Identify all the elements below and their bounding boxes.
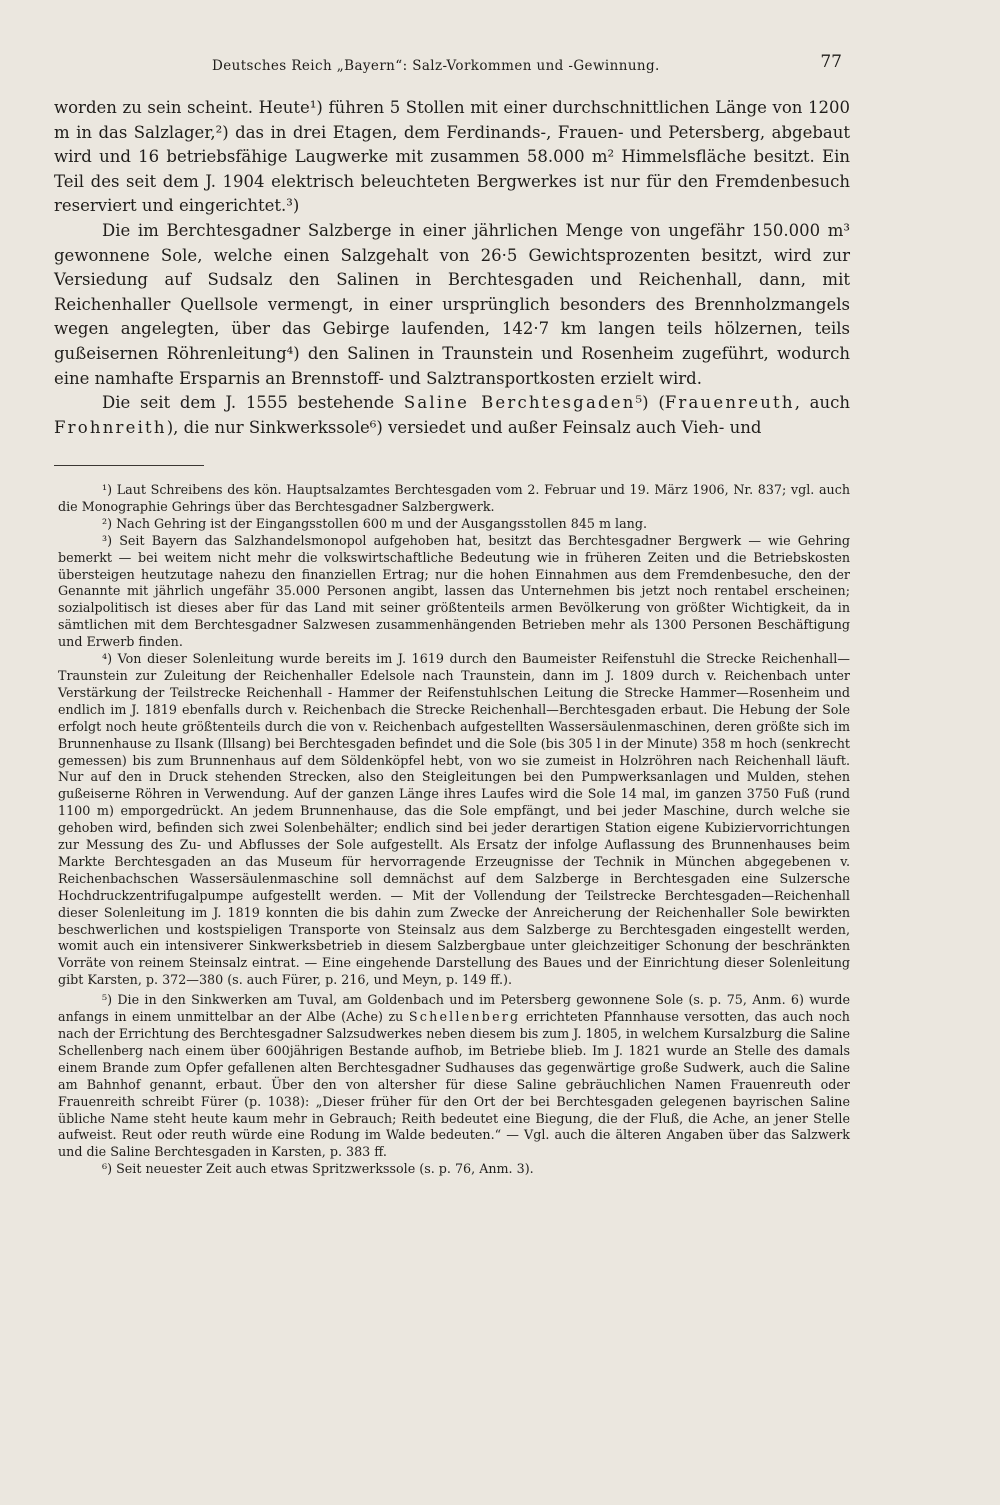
footnote-2: ²) Nach Gehring ist der Eingangsstollen 600 m und der Ausgangsstollen 845 m lang. bbox=[102, 515, 648, 531]
alt-name-frauenreuth: Frauenreuth bbox=[664, 393, 795, 413]
footnote-4: ⁴) Von dieser Solenleitung wurde bereits im J. 1619 durch den Baumeister Reifenstuhl die Strecke Reichenhall—Traunstein zur Zuleitung der Reichenhaller Edelsole nach Traunstein, dann im J. 1809 durch v. Reichenbach unter Verstärkung der Teilstrecke Reichenhall - Hammer der Reifenstuhlschen Leitung die Strecke Hammer—Rosenheim und endlich im J. 1819 ebenfalls durch v. Reichenbach die Strecke Reichenhall—Berchtesgaden erbaut. Die Hebung der Sole erfolgt noch heute größtenteils durch die von v. Reichenbach aufgestellten Wassersäulenmaschinen, deren größte sich im Brunnenhause zu Ilsank (Illsang) bei Berchtesgaden befindet und die Sole (bis 305 l in der Minute) 358 m hoch (senkrecht gemessen) bis zum Brunnenhaus auf dem Söldenköpfel hebt, von wo sie zumeist in Holzröhren nach Reichenhall läuft. Nur auf den in Druck stehenden Strecken, also den Steigleitungen bei den Pumpwerksanlagen und Mulden, stehen gußeiserne Röhren in Verwendung. Auf der ganzen Länge ihres Laufes wird die Sole 14 mal, im ganzen 3750 Fuß (rund 1100 m) emporgedrückt. An jedem Brunnenhause, das die Sole empfängt, und bei jeder Maschine, durch welche sie gehoben wird, befinden sich zwei Solenbehälter; endlich sind bei jeder derartigen Station eigene Kubiziervorrichtungen zur Messung des Zu- und Abflusses der Sole aufgestellt. Als Ersatz der infolge Auflassung des Brunnenhauses beim Markte Berchtesgaden an das Museum für hervorragende Erzeugnisse der Technik in München abgegebenen v. Reichenbachschen Wassersäulenmaschine soll demnächst auf dem Salzberge in Berchtesgaden eine Sulzersche Hochdruckzentrifugalpumpe aufgestellt werden. — Mit der Vollendung der Teilstrecke Berchtesgaden—Reichenhall dieser Solenleitung im J. 1819 konnten die bis dahin zum Zwecke der Anreicherung der Reichenhaller Sole bewirkten beschwerlichen und kostspieligen Transporte von Steinsalz aus dem Salzberge zu Berchtesgaden eingestellt werden, womit auch ein intensiverer Sinkwerksbetrieb in diesem Salzbergbaue unter gleichzeitiger Schonung der beschränkten Vorräte von reinem Steinsalz eintrat. — Eine eingehende Darstellung des Baues und der Einrichtung dieser Solenleitung gibt Karsten, p. 372—380 (s. auch Fürer, p. 216, und Meyn, p. 149 ff.). bbox=[58, 651, 850, 988]
place-schellenberg-spaced: Schellenberg bbox=[408, 1009, 521, 1025]
running-title: Deutsches Reich „Bayern“: Salz-Vorkommen und -Gewinnung. bbox=[212, 58, 660, 74]
footnote-5 bbox=[58, 992, 850, 1161]
footnote-separator bbox=[54, 465, 204, 466]
paragraph-continuation: worden zu sein scheint. Heute¹) führen 5 Stollen mit einer durchschnittlichen Länge von 1200 m in das Salzlager,²) das in drei Etagen, dem Ferdinands-, Frauen- und Petersberg, abgebaut wird und 16 betriebsfähige Laugwerke mit zusammen 58.000 m² Himmelsfläche besitzt. Ein Teil des seit dem J. 1904 elektrisch beleuchteten Bergwerkes ist nur für den Fremdenbesuch reserviert und eingerichtet.³) bbox=[54, 98, 850, 216]
paragraph-saline-part: , auch bbox=[794, 393, 851, 413]
page-number: 77 bbox=[820, 52, 842, 72]
footnote-1: ¹) Laut Schreibens des kön. Hauptsalzamtes Berchtesgaden vom 2. Februar und 19. März 1906, Nr. 837; vgl. auch die Monographie Gehrings über das Berchtesgadner Salzbergwerk. bbox=[58, 482, 850, 514]
paragraph-sole: Die im Berchtesgadner Salzberge in einer jährlichen Menge von ungefähr 150.000 m³ gewonnene Sole, welche einen Salzgehalt von 26·5 Gewichtsprozenten besitzt, wird zur Versiedung auf Sudsalz den Salinen in Berchtesgaden und Reichenhall, dann, mit Reichenhaller Quellsole vermengt, in einer ursprünglich besonders des Brennholzmangels wegen angelegten, über das Gebirge laufenden, 142·7 km langen teils hölzernen, teils gußeisernen Röhrenleitung⁴) den Salinen in Traunstein und Rosenheim zugeführt, wodurch eine namhafte Ersparnis an Brennstoff- und Salztransportkosten erzielt wird. bbox=[54, 220, 850, 388]
footnote-5-part: errichteten Pfannhause versotten, das auch noch nach der Errichtung des Berchtesgadner Salzsudwerkes neben diesem bis zum J. 1805, in welchem Kursalzburg die Saline Schellenberg nach einem über 600jährigen Bestande aufhob, im Betriebe blieb. Im J. 1821 wurde an Stelle des damals einem Brande zum Opfer gefallenen alten Berchtesgadner Sudhauses das gegenwärtige große Sudwerk, auch die Saline am Bahnhof genannt, erbaut. Über den von altersher für diese Saline gebräuchlichen Namen Frauenreuth oder Frauenreith schreibt Fürer (p. 1038): „Dieser früher für den Ort der bei Berchtesgaden gelegenen bayrischen Saline übliche Name steht heute kaum mehr in Gebrauch; Reith bedeutet eine Biegung, die der Fluß, die Ache, an jener Stelle aufweist. Reut oder reuth würde eine Rodung im Walde bedeuten.“ — Vgl. auch die älteren Angaben über das Salzwerk und die Saline Berchtesgaden in Karsten, p. 383 ff. bbox=[58, 1009, 850, 1160]
footnote-6: ⁶) Seit neuester Zeit auch etwas Spritzwerkssole (s. p. 76, Anm. 3). bbox=[102, 1161, 534, 1177]
footnote-5-part: ⁵) Die in den Sinkwerken am Tuval, am Goldenbach und im Petersberg gewonnene Sole (s. p. 75, Anm. 6) wurde anfangs in einem unmittelbar an der Albe (Ache) zu bbox=[58, 992, 850, 1025]
footnotes bbox=[58, 482, 850, 1178]
main-text bbox=[54, 96, 850, 440]
paragraph-saline-part: ⁵) ( bbox=[635, 393, 665, 413]
paragraph-saline-part: ), die nur Sinkwerkssole⁶) versiedet und außer Feinsalz auch Vieh- und bbox=[166, 417, 762, 437]
page-header bbox=[212, 52, 842, 76]
alt-name-frohnreith: Frohnreith bbox=[54, 417, 167, 437]
paragraph-saline-part: Die seit dem J. 1555 bestehende bbox=[102, 393, 395, 413]
footnote-3: ³) Seit Bayern das Salzhandelsmonopol aufgehoben hat, besitzt das Berchtesgadner Bergwerk — wie Gehring bemerkt — bei weitem nicht mehr die volkswirtschaftliche Bedeutung wie in früheren Zeiten und die Betriebskosten übersteigen heutzutage nahezu den finanziellen Ertrag; nur die hohen Einnahmen aus dem Fremdenbesuche, den der Genannte mit jährlich ungefähr 35.000 Personen angibt, lassen das Unternehmen bis jetzt noch rentabel erscheinen; sozialpolitisch ist dieses aber für das Land mit seiner größtenteils armen Bevölkerung von größter Wichtigkeit, da in sämtlichen mit dem Berchtesgadner Salzwesen zusammenhängenden Betrieben mehr als 1300 Personen Beschäftigung und Erwerb finden. bbox=[58, 532, 850, 650]
saline-name-spaced: Saline Berchtesgaden bbox=[403, 393, 636, 413]
paragraph-saline bbox=[54, 391, 850, 440]
